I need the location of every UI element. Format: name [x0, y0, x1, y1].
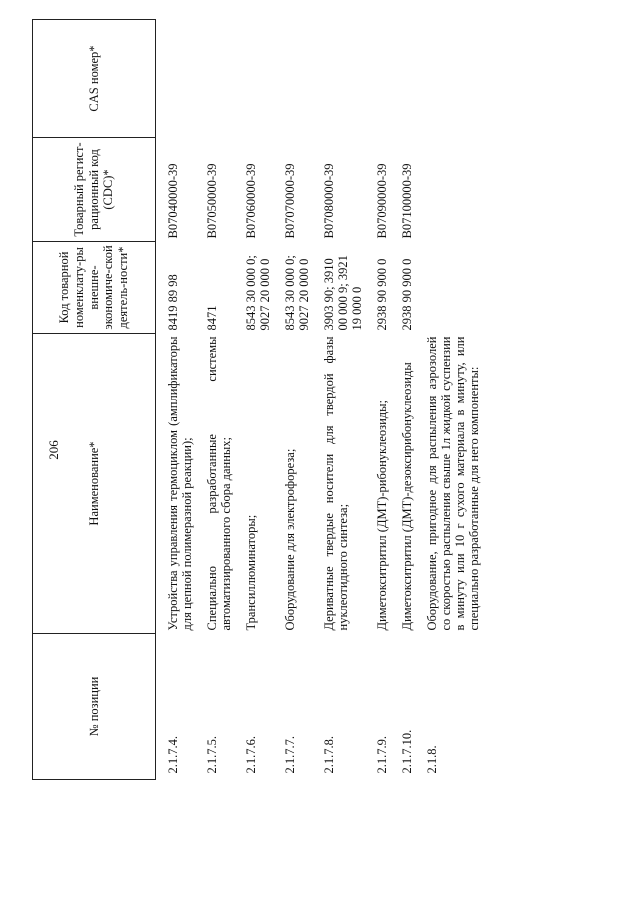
row-cdc-code: B07070000-39 [283, 163, 297, 239]
row-tnved-code: 8419 89 98 [166, 274, 180, 331]
table-row [280, 20, 319, 780]
row-name: Диметокситритил (ДМТ)-рибонуклеозиды; [375, 399, 389, 631]
row-cdc-code: B07080000-39 [322, 163, 336, 239]
table-row [156, 20, 203, 780]
row-tnved-code: 3903 90; 3910 00 000 9; 3921 19 000 0 [322, 255, 364, 331]
row-cdc-code: B07060000-39 [244, 163, 258, 239]
row-name: Дериватные твердые носители для твердой фазы нуклеотидного синтеза; [322, 336, 350, 631]
row-cas-number [202, 20, 241, 138]
row-position: 2.1.7.7. [283, 736, 297, 774]
header-tnved-code: Код товарной номенклату-ры внешне-экономиче-ской деятель-ности* [33, 242, 156, 334]
rotated-page-content: 206 № позиции Наименование* Код товарной номенклату-ры внешне-экономиче-ской деятель-ности* Товарный регист-рационный код (CDC)* CAS номер* 2.1.7.4. Устройства управления термоциклом (амплификаторы для цепной полимеразной реакции); 8419 89 98 B07040000-39 2.1.7.5. Специально разработанные системы автоматизированного сбора данных; 8471 B07050000-39 2.1.7.6. Трансиллюминаторы; 8543 30 000 0; 9027 20 000 0 B07060000-39 2.1.7.7. Оборудование для электрофореза; 8543 30 000 0; 9027 20 000 0 B07070000-39 2.1.7.8. Дериватные твердые носители для твердой фазы нуклеотидного синтеза; 3903 90; 3910 00 000 9; 3921 19 000 0 B07080000-39 2.1.7.9. Диметокситритил (ДМТ)-рибонуклеозиды; 2938 90 900 0 B07090000-39 2.1.7.10. Диметокситритил (ДМТ)-дезоксирибонуклеозиды 2938 90 900 0 B07100000-39 2.1.8. Оборудование, пригодное для распыления аэрозолей со скоростью распыления свыше 1л жидкой суспензии в минуту или 10 г сухого материала в минуту, или специально разработанные для него компоненты: [0, 0, 640, 900]
row-cas-number [397, 20, 422, 138]
row-cas-number [422, 20, 489, 138]
row-tnved-code: 2938 90 900 0 [400, 258, 414, 331]
header-name: Наименование* [33, 334, 156, 634]
row-position: 2.1.7.10. [400, 729, 414, 774]
row-position: 2.1.8. [425, 745, 439, 774]
row-cas-number [280, 20, 319, 138]
row-tnved-code [422, 242, 489, 334]
table-header [33, 20, 156, 780]
row-name: Устройства управления термоциклом (амплификаторы для цепной полимеразной реакции); [166, 336, 194, 631]
table-row [372, 20, 397, 780]
row-cdc-code: B07090000-39 [375, 163, 389, 239]
row-tnved-code: 8543 30 000 0; 9027 20 000 0 [244, 255, 272, 331]
row-position: 2.1.7.8. [322, 736, 336, 774]
row-name: Специально разработанные системы автоматизированного сбора данных; [205, 336, 233, 631]
row-name: Диметокситритил (ДМТ)-дезоксирибонуклеозиды [400, 362, 414, 631]
row-cas-number [372, 20, 397, 138]
row-name: Оборудование для электрофореза; [283, 448, 297, 631]
table-body [156, 20, 490, 780]
row-cas-number [156, 20, 203, 138]
goods-table [32, 19, 489, 780]
header-cas-number: CAS номер* [33, 20, 156, 138]
row-cdc-code [422, 138, 489, 242]
row-tnved-code: 2938 90 900 0 [375, 258, 389, 331]
table-row [202, 20, 241, 780]
row-cdc-code: B07100000-39 [400, 163, 414, 239]
row-position: 2.1.7.9. [375, 736, 389, 774]
table-row [319, 20, 372, 780]
row-position: 2.1.7.4. [166, 736, 180, 774]
row-cas-number [241, 20, 280, 138]
row-name: Трансиллюминаторы; [244, 514, 258, 631]
row-tnved-code: 8471 [205, 305, 219, 331]
header-cdc-code: Товарный регист-рационный код (CDC)* [33, 138, 156, 242]
table-row [241, 20, 280, 780]
row-cas-number [319, 20, 372, 138]
row-cdc-code: B07050000-39 [205, 163, 219, 239]
row-name: Оборудование, пригодное для распыления аэрозолей со скоростью распыления свыше 1л жидкой суспензии в минуту или 10 г сухого материала в минуту, или специально разработанные для него компоненты: [425, 336, 481, 631]
row-position: 2.1.7.6. [244, 736, 258, 774]
table-row [422, 20, 489, 780]
row-position: 2.1.7.5. [205, 736, 219, 774]
row-cdc-code: B07040000-39 [166, 163, 180, 239]
header-position: № позиции [33, 634, 156, 780]
row-tnved-code: 8543 30 000 0; 9027 20 000 0 [283, 255, 311, 331]
table-row [397, 20, 422, 780]
